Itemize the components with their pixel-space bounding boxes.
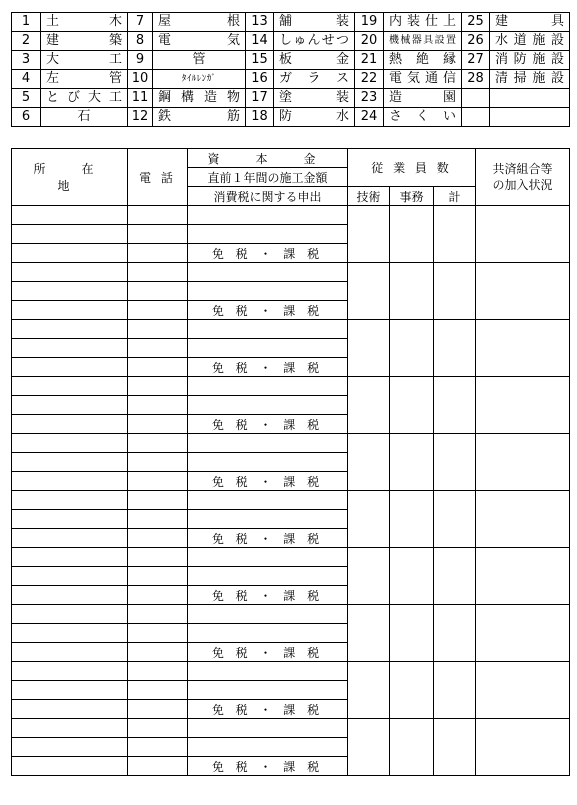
code-name: しゅんせつ [274,32,355,51]
header-office: 事務 [390,187,434,206]
location-cell[interactable] [12,244,128,263]
tax-option-label: 免 税 ・ 課 税 [211,417,324,432]
location-cell[interactable] [12,301,128,320]
code-name: 造 園 [384,89,462,108]
location-cell[interactable] [12,434,128,453]
code-number: 1 [12,13,41,32]
office-count-cell[interactable] [390,320,434,377]
entry-row [12,320,570,339]
location-cell[interactable] [12,472,128,491]
code-name: 消防施設 [490,51,570,70]
phone-cell[interactable] [128,377,188,396]
total-count-cell[interactable] [434,377,476,434]
location-cell[interactable] [12,339,128,358]
office-count-cell[interactable] [390,605,434,662]
capital-cell[interactable] [188,719,348,738]
header-mutual-aid: 共済組合等 の加入状況 [476,149,570,206]
code-name: 建 具 [490,13,570,32]
empty-cell [490,108,570,127]
location-cell[interactable] [12,662,128,681]
mutual-aid-cell[interactable] [476,263,570,320]
total-count-cell[interactable] [434,548,476,605]
code-number: 9 [128,51,153,70]
office-count-cell[interactable] [390,434,434,491]
code-name: 石 [41,108,128,127]
capital-cell[interactable] [188,263,348,282]
code-number: 16 [246,70,274,89]
phone-cell[interactable] [128,529,188,548]
code-name: 内装仕上 [384,13,462,32]
entry-row [12,605,570,624]
code-name: 防 水 [274,108,355,127]
location-cell[interactable] [12,624,128,643]
total-count-cell[interactable] [434,719,476,776]
technical-count-cell[interactable] [348,263,390,320]
code-name: 板 金 [274,51,355,70]
mutual-aid-cell[interactable] [476,434,570,491]
phone-cell[interactable] [128,282,188,301]
header-location: 所 在 地 [12,149,128,206]
capital-cell[interactable] [188,548,348,567]
code-name: 熱 絶 縁 [384,51,462,70]
code-name: 土 木 [41,13,128,32]
technical-count-cell[interactable] [348,377,390,434]
code-name: 塗 装 [274,89,355,108]
header-capital: 資 本 金 [188,149,348,168]
code-number: 3 [12,51,41,70]
phone-cell[interactable] [128,301,188,320]
code-number: 23 [355,89,384,108]
empty-cell [462,89,490,108]
tax-option-label: 免 税 ・ 課 税 [211,246,324,261]
tax-option-cell[interactable] [188,700,348,719]
construction-amount-cell[interactable] [188,396,348,415]
mutual-aid-cell[interactable] [476,206,570,263]
code-number: 18 [246,108,274,127]
capital-cell[interactable] [188,491,348,510]
code-number: 27 [462,51,490,70]
location-cell[interactable] [12,377,128,396]
mutual-aid-cell[interactable] [476,320,570,377]
code-name: ﾀｲﾙﾚﾝｶﾞ [153,70,246,89]
technical-count-cell[interactable] [348,719,390,776]
construction-amount-cell[interactable] [188,282,348,301]
business-office-table [11,148,570,776]
phone-cell[interactable] [128,244,188,263]
entry-row [12,491,570,510]
tax-option-label: 免 税 ・ 課 税 [211,360,324,375]
entry-row [12,377,570,396]
phone-cell[interactable] [128,567,188,586]
capital-cell[interactable] [188,377,348,396]
total-count-cell[interactable] [434,434,476,491]
construction-amount-cell[interactable] [188,339,348,358]
code-number: 12 [128,108,153,127]
tax-option-cell[interactable] [188,472,348,491]
code-number: 24 [355,108,384,127]
phone-cell[interactable] [128,719,188,738]
header-phone: 電 話 [128,149,188,206]
construction-type-code-table [11,12,570,127]
tax-option-cell[interactable] [188,358,348,377]
office-count-cell[interactable] [390,263,434,320]
technical-count-cell[interactable] [348,320,390,377]
phone-cell[interactable] [128,662,188,681]
tax-option-label: 免 税 ・ 課 税 [211,531,324,546]
code-number: 10 [128,70,153,89]
construction-amount-cell[interactable] [188,738,348,757]
code-name: 左 管 [41,70,128,89]
code-number: 6 [12,108,41,127]
total-count-cell[interactable] [434,263,476,320]
code-number: 26 [462,32,490,51]
tax-option-cell[interactable] [188,529,348,548]
mutual-aid-cell[interactable] [476,605,570,662]
phone-cell[interactable] [128,681,188,700]
office-count-cell[interactable] [390,548,434,605]
code-number: 14 [246,32,274,51]
code-name: 水道施設 [490,32,570,51]
phone-cell[interactable] [128,263,188,282]
tax-option-label: 免 税 ・ 課 税 [211,645,324,660]
code-number: 2 [12,32,41,51]
tax-option-cell[interactable] [188,586,348,605]
phone-cell[interactable] [128,757,188,776]
tax-option-cell[interactable] [188,757,348,776]
code-number: 22 [355,70,384,89]
entry-row [12,263,570,282]
phone-cell[interactable] [128,624,188,643]
total-count-cell[interactable] [434,605,476,662]
header-employees: 従 業 員 数 [348,149,476,187]
code-name: 電気通信 [384,70,462,89]
technical-count-cell[interactable] [348,206,390,263]
entry-row [12,206,570,225]
code-number: 5 [12,89,41,108]
entry-row [12,434,570,453]
mutual-aid-cell[interactable] [476,377,570,434]
technical-count-cell[interactable] [348,662,390,719]
location-cell[interactable] [12,263,128,282]
phone-cell[interactable] [128,358,188,377]
location-cell[interactable] [12,643,128,662]
empty-cell [490,89,570,108]
location-cell[interactable] [12,738,128,757]
phone-cell[interactable] [128,206,188,225]
office-count-cell[interactable] [390,377,434,434]
tax-option-label: 免 税 ・ 課 税 [211,759,324,774]
location-cell[interactable] [12,529,128,548]
location-cell[interactable] [12,719,128,738]
phone-cell[interactable] [128,605,188,624]
location-cell[interactable] [12,453,128,472]
location-cell[interactable] [12,415,128,434]
office-count-cell[interactable] [390,491,434,548]
total-count-cell[interactable] [434,662,476,719]
code-name: 管 [153,51,246,70]
technical-count-cell[interactable] [348,434,390,491]
office-count-cell[interactable] [390,719,434,776]
construction-amount-cell[interactable] [188,510,348,529]
entry-row [12,548,570,567]
code-name: 建 築 [41,32,128,51]
location-cell[interactable] [12,567,128,586]
location-cell[interactable] [12,282,128,301]
location-cell[interactable] [12,586,128,605]
phone-cell[interactable] [128,339,188,358]
location-cell[interactable] [12,681,128,700]
code-number: 25 [462,13,490,32]
phone-cell[interactable] [128,453,188,472]
office-count-cell[interactable] [390,662,434,719]
location-cell[interactable] [12,605,128,624]
code-name: 舗 装 [274,13,355,32]
tax-option-cell[interactable] [188,244,348,263]
header-total: 計 [434,187,476,206]
construction-amount-cell[interactable] [188,681,348,700]
phone-cell[interactable] [128,643,188,662]
code-name: 屋 根 [153,13,246,32]
tax-option-label: 免 税 ・ 課 税 [211,702,324,717]
construction-amount-cell[interactable] [188,453,348,472]
phone-cell[interactable] [128,700,188,719]
phone-cell[interactable] [128,586,188,605]
mutual-aid-cell[interactable] [476,548,570,605]
phone-cell[interactable] [128,472,188,491]
tax-option-cell[interactable] [188,301,348,320]
capital-cell[interactable] [188,320,348,339]
entry-row [12,662,570,681]
phone-cell[interactable] [128,548,188,567]
construction-amount-cell[interactable] [188,567,348,586]
code-number: 17 [246,89,274,108]
capital-cell[interactable] [188,434,348,453]
empty-cell [462,108,490,127]
construction-amount-cell[interactable] [188,624,348,643]
location-cell[interactable] [12,206,128,225]
office-count-cell[interactable] [390,206,434,263]
code-name: 鉄 筋 [153,108,246,127]
code-number: 7 [128,13,153,32]
construction-amount-cell[interactable] [188,225,348,244]
code-number: 15 [246,51,274,70]
code-name: とび大工 [41,89,128,108]
header-construction-amount: 直前１年間の施工金額 [188,168,348,187]
code-name: 鋼構造物 [153,89,246,108]
phone-cell[interactable] [128,225,188,244]
code-name: 清掃施設 [490,70,570,89]
phone-cell[interactable] [128,320,188,339]
mutual-aid-cell[interactable] [476,719,570,776]
location-cell[interactable] [12,757,128,776]
capital-cell[interactable] [188,206,348,225]
code-name: 大 工 [41,51,128,70]
phone-cell[interactable] [128,434,188,453]
code-number: 13 [246,13,274,32]
location-cell[interactable] [12,225,128,244]
header-tax-declaration: 消費税に関する申出 [188,187,348,206]
location-cell[interactable] [12,396,128,415]
code-number: 20 [355,32,384,51]
tax-option-cell[interactable] [188,415,348,434]
tax-option-cell[interactable] [188,643,348,662]
total-count-cell[interactable] [434,320,476,377]
location-cell[interactable] [12,700,128,719]
code-name: 電 気 [153,32,246,51]
phone-cell[interactable] [128,415,188,434]
total-count-cell[interactable] [434,491,476,548]
technical-count-cell[interactable] [348,548,390,605]
mutual-aid-cell[interactable] [476,491,570,548]
capital-cell[interactable] [188,662,348,681]
tax-option-label: 免 税 ・ 課 税 [211,303,324,318]
location-cell[interactable] [12,548,128,567]
entry-row [12,719,570,738]
code-number: 19 [355,13,384,32]
code-name: 機械器具設置 [384,32,462,51]
location-cell[interactable] [12,320,128,339]
location-cell[interactable] [12,491,128,510]
tax-option-label: 免 税 ・ 課 税 [211,588,324,603]
phone-cell[interactable] [128,396,188,415]
mutual-aid-cell[interactable] [476,662,570,719]
phone-cell[interactable] [128,738,188,757]
code-number: 11 [128,89,153,108]
location-cell[interactable] [12,510,128,529]
code-number: 8 [128,32,153,51]
code-number: 28 [462,70,490,89]
location-cell[interactable] [12,358,128,377]
code-name: さ く い [384,108,462,127]
technical-count-cell[interactable] [348,491,390,548]
tax-option-label: 免 税 ・ 課 税 [211,474,324,489]
technical-count-cell[interactable] [348,605,390,662]
phone-cell[interactable] [128,510,188,529]
code-number: 4 [12,70,41,89]
phone-cell[interactable] [128,491,188,510]
total-count-cell[interactable] [434,206,476,263]
header-technical: 技術 [348,187,390,206]
code-number: 21 [355,51,384,70]
code-name: ガ ラ ス [274,70,355,89]
capital-cell[interactable] [188,605,348,624]
